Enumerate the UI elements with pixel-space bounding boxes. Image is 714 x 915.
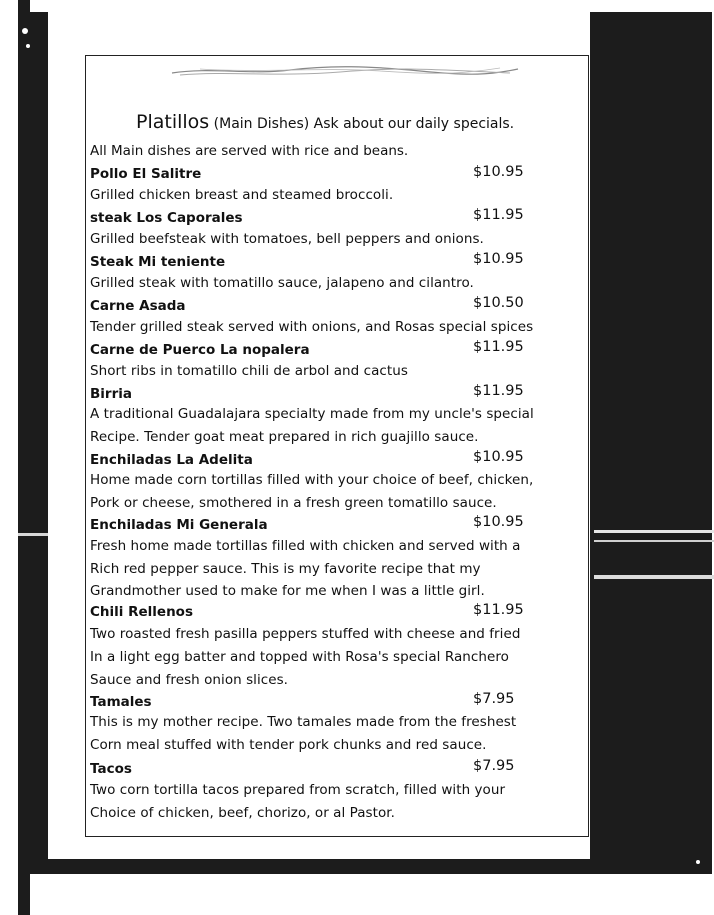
- dish-description: Grilled beefsteak with tomatoes, bell peppers and onions.: [90, 231, 484, 247]
- dish-description: Grilled steak with tomatillo sauce, jalapeno and cilantro.: [90, 275, 474, 291]
- menu-title-note: (Main Dishes) Ask about our daily specials.: [213, 116, 515, 132]
- dish-description: Grandmother used to make for me when I was a little girl.: [90, 583, 485, 599]
- dish-price: $7.95: [473, 691, 515, 707]
- scan-left-edge: [0, 0, 30, 915]
- dish-price: $10.95: [473, 514, 524, 530]
- scan-speck: [22, 28, 28, 34]
- dish-price: $10.95: [473, 164, 524, 180]
- dish-name: Pollo El Salitre: [90, 166, 202, 182]
- dish-description: Fresh home made tortillas filled with chicken and served with a: [90, 538, 521, 554]
- dish-price: $11.95: [473, 339, 524, 355]
- dish-description: This is my mother recipe. Two tamales made from the freshest: [90, 714, 517, 730]
- dish-name: Birria: [90, 386, 132, 402]
- scan-speck: [696, 860, 700, 864]
- dish-description: Corn meal stuffed with tender pork chunks and red sauce.: [90, 737, 487, 753]
- menu-intro: All Main dishes are served with rice and beans.: [90, 143, 409, 159]
- dish-name: Enchiladas La Adelita: [90, 452, 253, 468]
- scan-streak-right: [594, 575, 714, 579]
- dish-name: steak Los Caporales: [90, 210, 243, 226]
- dish-name: Enchiladas Mi Generala: [90, 517, 268, 533]
- scribble-decoration: [170, 63, 520, 79]
- dish-price: $11.95: [473, 602, 524, 618]
- scan-streak-right: [594, 530, 714, 533]
- dish-description: Two corn tortilla tacos prepared from scratch, filled with your: [90, 782, 506, 798]
- scan-speck: [26, 44, 30, 48]
- dish-name: Chili Rellenos: [90, 604, 193, 620]
- dish-description: Choice of chicken, beef, chorizo, or al Pastor.: [90, 805, 395, 821]
- dish-name: Tamales: [90, 694, 152, 710]
- dish-name: Tacos: [90, 761, 132, 777]
- scan-streak-right: [594, 540, 714, 542]
- dish-price: $10.50: [473, 295, 524, 311]
- dish-description: Tender grilled steak served with onions, and Rosas special spices: [90, 319, 534, 335]
- dish-description: A traditional Guadalajara specialty made from my uncle's special: [90, 406, 534, 422]
- dish-price: $11.95: [473, 207, 524, 223]
- dish-description: Short ribs in tomatillo chili de arbol and cactus: [90, 363, 408, 379]
- dish-price: $11.95: [473, 383, 524, 399]
- dish-price: $10.95: [473, 449, 524, 465]
- dish-name: Carne Asada: [90, 298, 186, 314]
- menu-heading: [136, 111, 514, 133]
- dish-name: Carne de Puerco La nopalera: [90, 342, 310, 358]
- dish-description: Home made corn tortillas filled with your choice of beef, chicken,: [90, 472, 534, 488]
- dish-description: Rich red pepper sauce. This is my favorite recipe that my: [90, 561, 481, 577]
- dish-description: In a light egg batter and topped with Rosa's special Ranchero: [90, 649, 509, 665]
- dish-description: Sauce and fresh onion slices.: [90, 672, 289, 688]
- dish-name: Steak Mi teniente: [90, 254, 226, 270]
- dish-description: Recipe. Tender goat meat prepared in rich guajillo sauce.: [90, 429, 479, 445]
- menu-title: Platillos: [136, 111, 210, 133]
- dish-description: Pork or cheese, smothered in a fresh green tomatillo sauce.: [90, 495, 497, 511]
- dish-description: Two roasted fresh pasilla peppers stuffed with cheese and fried: [90, 626, 521, 642]
- dish-price: $7.95: [473, 758, 515, 774]
- dish-price: $10.95: [473, 251, 524, 267]
- dish-description: Grilled chicken breast and steamed broccoli.: [90, 187, 394, 203]
